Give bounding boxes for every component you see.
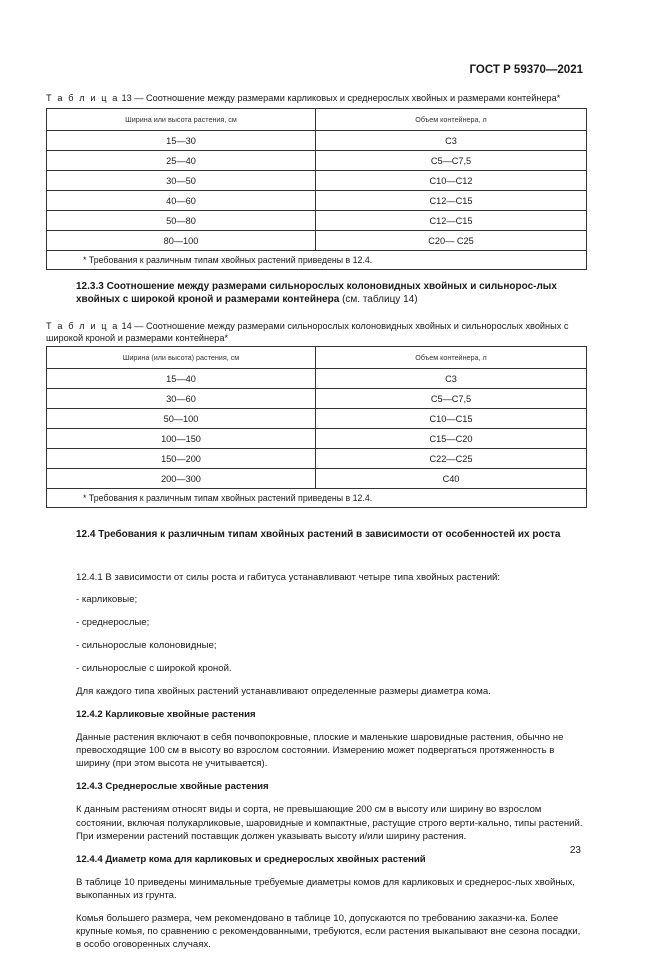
- subsection-12-4-2-title: 12.4.2 Карликовые хвойные растения: [76, 708, 256, 720]
- volume-cell: С3: [316, 131, 587, 151]
- volume-cell: С5—С7,5: [316, 151, 587, 171]
- table-header-row: [47, 109, 587, 131]
- table-14: [46, 346, 587, 508]
- table-13: [46, 108, 587, 270]
- table-header-row: [47, 347, 587, 369]
- volume-cell: С12—С15: [316, 211, 587, 231]
- size-cell: 15—30: [47, 131, 316, 151]
- list-item: - карликовые;: [76, 594, 138, 606]
- volume-cell: С20— С25: [316, 231, 587, 251]
- paragraph: Данные растения включают в себя почвопокровные, плоские и маленькие шаровидные растения, обычно не превосходящие 100 см в высоту во взрослом состоянии. Измерению может подвергаться протяженность в ширину (при этом высота не учитывается).: [76, 731, 564, 770]
- list-item: - сильнорослые с широкой кроной.: [76, 663, 232, 675]
- paragraph: В таблице 10 приведены минимальные требуемые диаметры комов для карликовых и среднерос-лых хвойных, выкопанных из грунта.: [76, 876, 575, 901]
- column-header-size: Ширина (или высота) растения, см: [47, 347, 316, 369]
- volume-cell: С3: [316, 369, 587, 389]
- volume-cell: С10—С15: [316, 409, 587, 429]
- section-12-4-title: 12.4 Требования к различным типам хвойных растений в зависимости от особенностей их роста: [76, 529, 561, 540]
- table-13-note: * Требования к различным типам хвойных растений приведены в 12.4.: [47, 251, 587, 270]
- size-cell: 80—100: [47, 231, 316, 251]
- size-cell: 150—200: [47, 449, 316, 469]
- volume-cell: С15—С20: [316, 429, 587, 449]
- table-row: [47, 171, 587, 191]
- page-number: 23: [569, 845, 581, 856]
- table-row: [47, 211, 587, 231]
- table-row: [47, 469, 587, 489]
- table-13-caption-text: 13 — Соотношение между размерами карликовых и среднерослых хвойных и размерами контейнера*: [118, 93, 561, 103]
- table-14-caption: [46, 320, 591, 344]
- size-cell: 15—40: [47, 369, 316, 389]
- table-row: [47, 449, 587, 469]
- table-14-note: * Требования к различным типам хвойных растений приведены в 12.4.: [47, 489, 587, 508]
- subsection-12-4-3-title: 12.4.3 Среднерослые хвойные растения: [76, 781, 269, 793]
- volume-cell: С12—С15: [316, 191, 587, 211]
- column-header-volume: Объем контейнера, л: [316, 109, 587, 131]
- table-row: [47, 429, 587, 449]
- volume-cell: С40: [316, 469, 587, 489]
- size-cell: 100—150: [47, 429, 316, 449]
- list-item: - сильнорослые колоновидные;: [76, 640, 217, 652]
- section-12-3-3-title: 12.3.3 Соотношение между размерами сильнорослых колоновидных хвойных и сильнорос-лых хвойных с широкой кроной и размерами контейнера: [76, 281, 557, 305]
- paragraph: Комья большего размера, чем рекомендовано в таблице 10, допускаются по требованию заказчи-ка. Более крупные комья, по сравнению с рекомендованными, требуются, если растения выкапывают вне сезона посадки, в особо оговоренных случаях.: [76, 912, 581, 951]
- subsection-12-4-4-title: 12.4.4 Диаметр кома для карликовых и среднерослых хвойных растений: [76, 853, 426, 865]
- volume-cell: С10—С12: [316, 171, 587, 191]
- size-cell: 50—80: [47, 211, 316, 231]
- size-cell: 30—50: [47, 171, 316, 191]
- size-cell: 40—60: [47, 191, 316, 211]
- table-row: [47, 131, 587, 151]
- paragraph: Для каждого типа хвойных растений устанавливают определенные размеры диаметра кома.: [76, 686, 491, 698]
- column-header-volume: Объем контейнера, л: [316, 347, 587, 369]
- volume-cell: С22—С25: [316, 449, 587, 469]
- section-12-4-body: [76, 561, 586, 961]
- size-cell: 25—40: [47, 151, 316, 171]
- table-note-row: [47, 251, 587, 270]
- standard-number: ГОСТ Р 59370—2021: [469, 64, 583, 76]
- size-cell: 30—60: [47, 389, 316, 409]
- table-14-caption-text: 14 — Соотношение между размерами сильнорослых колоновидных хвойных и сильнорослых хвойных с широкой кроной и размерами контейнера*: [46, 321, 569, 343]
- table-13-caption-prefix: Т а б л и ц а: [46, 93, 119, 103]
- table-row: [47, 409, 587, 429]
- section-12-3-3-ref: (см. таблицу 14): [339, 294, 418, 305]
- size-cell: 50—100: [47, 409, 316, 429]
- table-13-caption: [46, 92, 591, 104]
- table-row: [47, 191, 587, 211]
- size-cell: 200—300: [47, 469, 316, 489]
- section-12-3-3: [76, 280, 586, 306]
- table-row: [47, 151, 587, 171]
- table-row: [47, 389, 587, 409]
- table-row: [47, 231, 587, 251]
- list-item: - среднерослые;: [76, 617, 150, 629]
- volume-cell: С5—С7,5: [316, 389, 587, 409]
- table-14-caption-prefix: Т а б л и ц а: [46, 321, 119, 331]
- paragraph: К данным растениям относят виды и сорта, не превышающие 200 см в высоту или ширину во взрослом состоянии, включая полукарликовые, шаровидные и компактные, растущие строго верти-кально, типы растений. При измерении растений поставщик должен указывать высоту и/или ширину растения.: [76, 804, 583, 842]
- column-header-size: Ширина или высота растения, см: [47, 109, 316, 131]
- table-note-row: [47, 489, 587, 508]
- table-row: [47, 369, 587, 389]
- paragraph-12-4-1: 12.4.1 В зависимости от силы роста и габитуса устанавливают четыре типа хвойных растений:: [76, 571, 501, 583]
